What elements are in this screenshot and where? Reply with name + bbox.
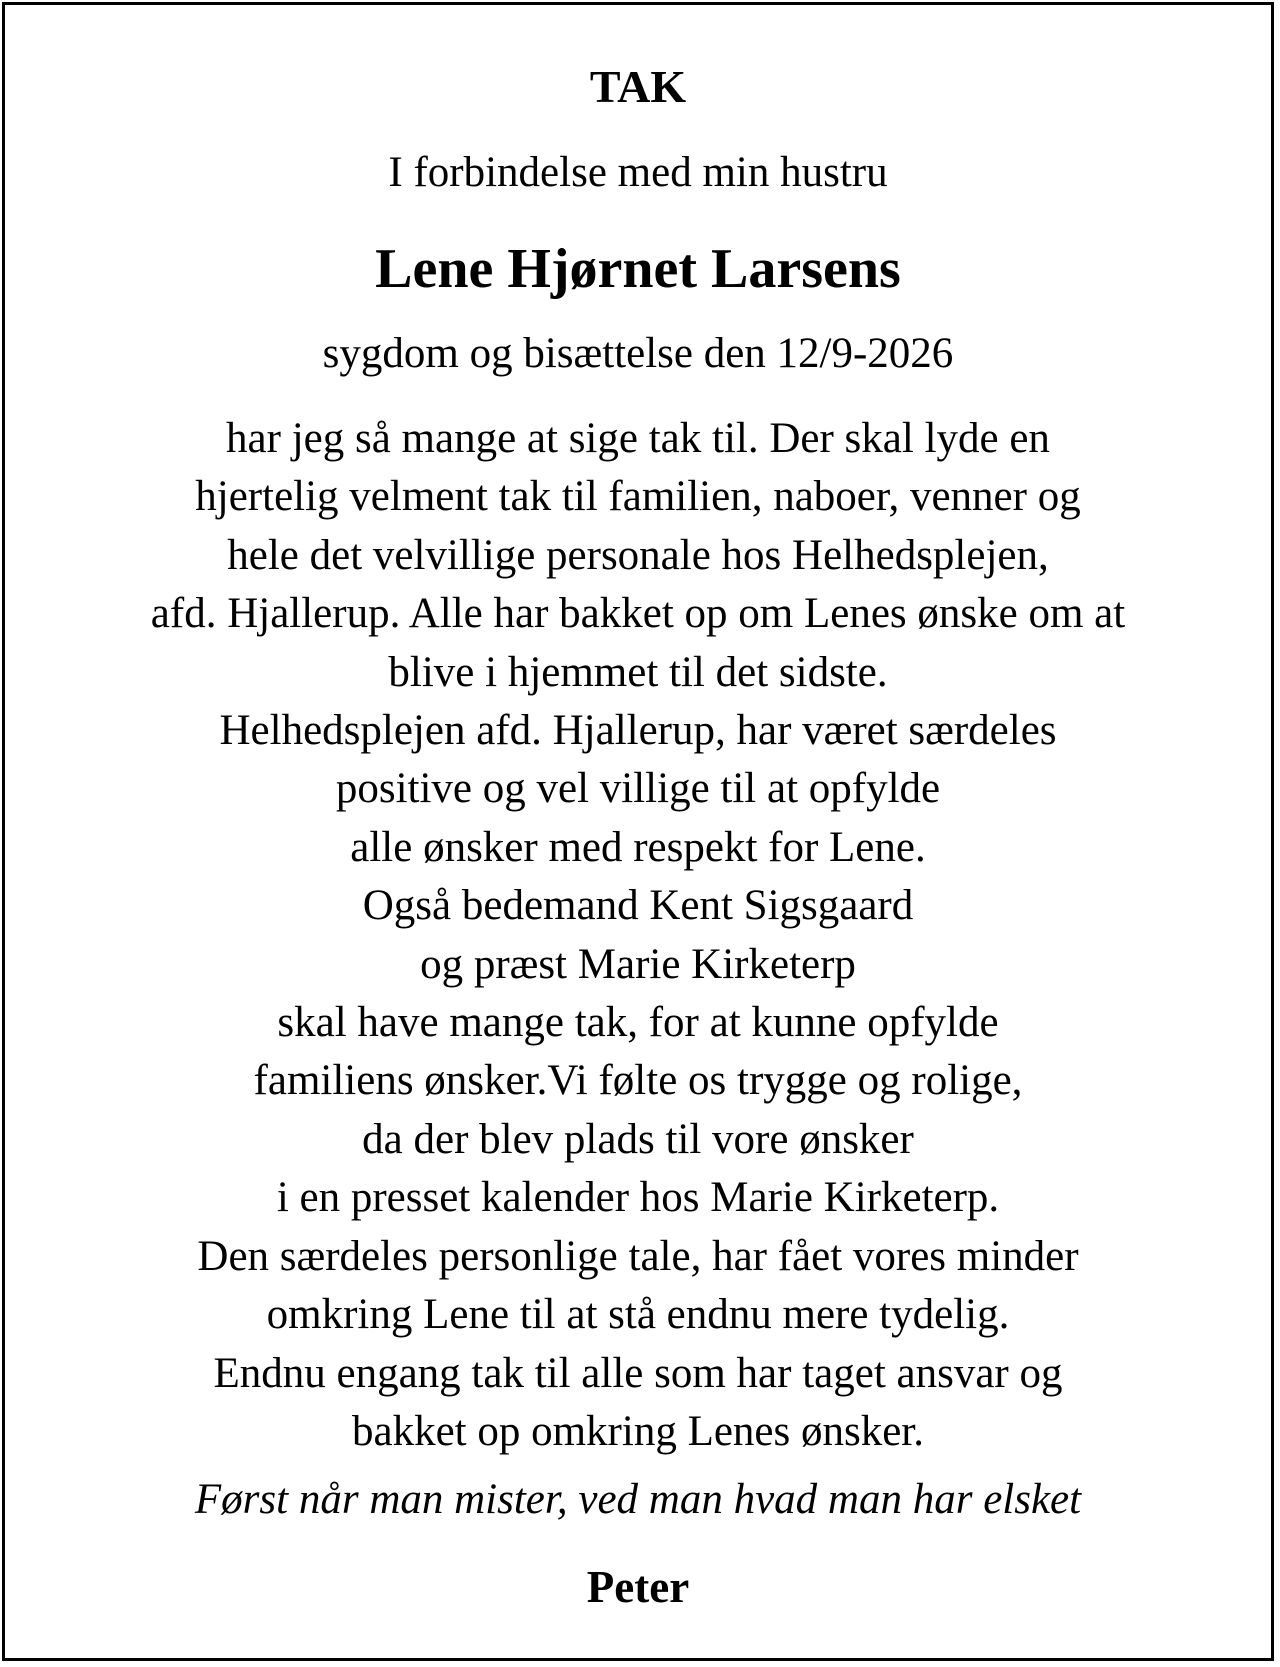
body-line: i en presset kalender hos Marie Kirketerp.: [276, 1174, 1000, 1222]
deceased-name: Lene Hjørnet Larsens: [375, 238, 901, 300]
body-line: hele det velvillige personale hos Helhedsplejen,: [227, 531, 1049, 579]
body-line: bakket op omkring Lenes ønsker.: [351, 1407, 925, 1455]
notice-intro: I forbindelse med min hustru: [388, 149, 888, 196]
body-line: har jeg så mange at sige tak til. Der skal lyde en: [226, 415, 1050, 462]
notice-frame: [2, 2, 1274, 1661]
notice-body: [5, 410, 1271, 1461]
body-line: afd. Hjallerup. Alle har bakket op om Lenes ønske om at: [150, 590, 1126, 638]
memorial-quote: Først når man mister, ved man hvad man har elsket: [194, 1476, 1082, 1523]
body-line: da der blev plads til vore ønsker: [362, 1115, 914, 1163]
body-line: positive og vel villige til at opfylde: [335, 765, 941, 813]
body-line: Helhedsplejen afd. Hjallerup, har været særdeles: [219, 707, 1057, 755]
signature: Peter: [586, 1562, 690, 1612]
body-line: omkring Lene til at stå endnu mere tydelig.: [266, 1291, 1010, 1339]
body-line: Den særdeles personlige tale, har fået vores minder: [197, 1232, 1079, 1280]
body-line: og præst Marie Kirketerp: [420, 940, 856, 988]
body-line: familiens ønsker.Vi følte os trygge og rolige,: [253, 1057, 1023, 1105]
body-line: alle ønsker med respekt for Lene.: [350, 823, 926, 871]
body-line: hjertelig velment tak til familien, naboer, venner og: [195, 473, 1081, 521]
notice-dateline: sygdom og bisættelse den 12/9-2026: [322, 330, 954, 377]
body-line: skal have mange tak, for at kunne opfylde: [277, 999, 999, 1047]
notice-heading: TAK: [589, 61, 687, 112]
body-line: Endnu engang tak til alle som har taget ansvar og: [213, 1349, 1063, 1397]
body-line: blive i hjemmet til det sidste.: [388, 648, 888, 696]
body-line: Også bedemand Kent Sigsgaard: [362, 882, 914, 930]
